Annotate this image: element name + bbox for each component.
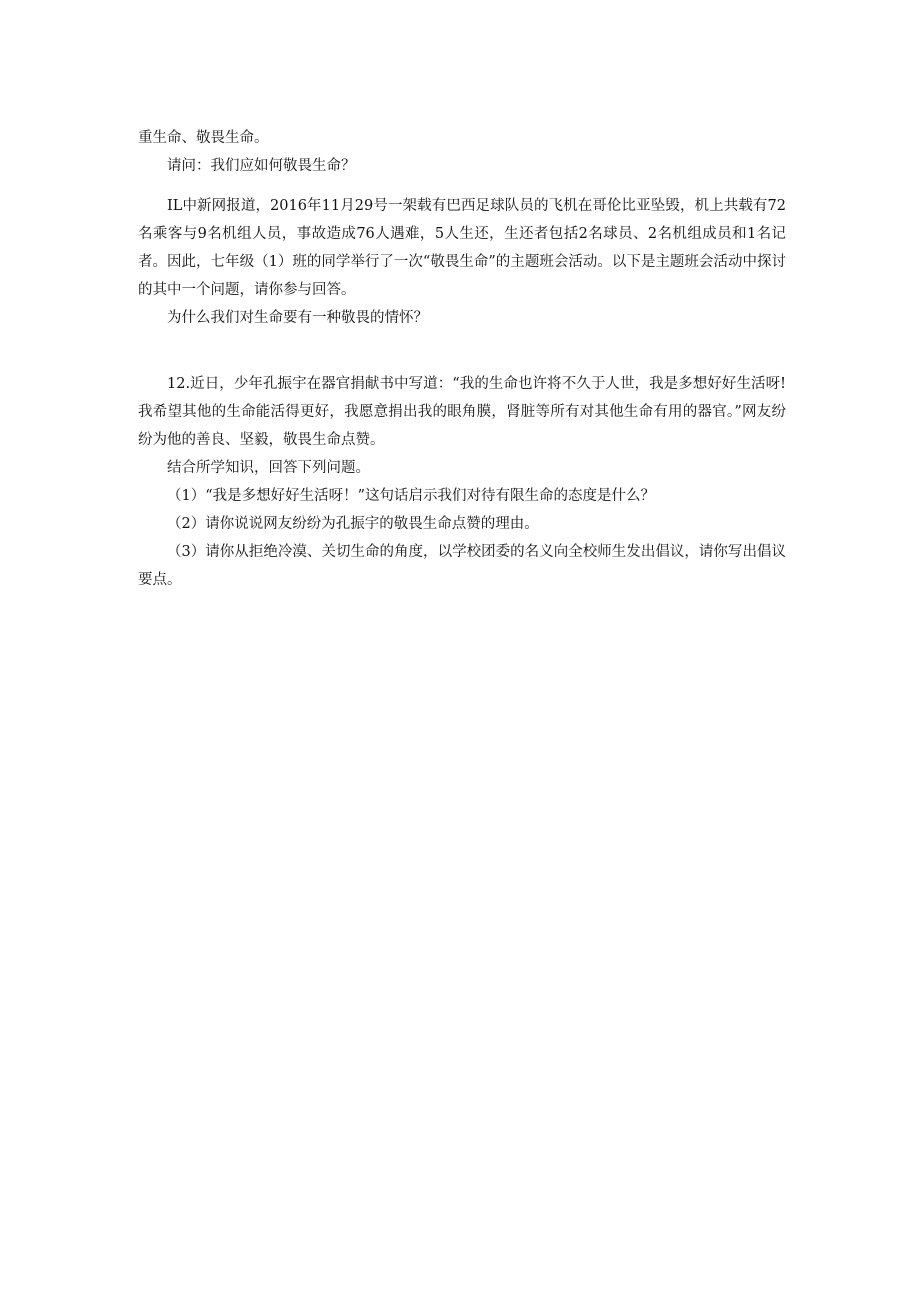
- continuation-text: 重生命、敬畏生命。: [138, 130, 269, 146]
- q12-subquestion-1: （1）“我是多想好好生活呀！”这句话启示我们对待有限生命的态度是什么？: [167, 488, 656, 504]
- question-how-to-revere-life: 请问：我们应如何敬畏生命？: [167, 158, 356, 174]
- q11-question: 为什么我们对生命要有一种敬畏的情怀？: [167, 310, 428, 326]
- q12-instruction: 结合所学知识，回答下列问题。: [167, 460, 370, 476]
- q12-paragraph: 12.近日，少年孔振宇在器官捐献书中写道：“我的生命也许将不久于人世，我是多想好好生活呀!我希望其他的生命能活得更好，我愿意捐出我的眼角膜，肾脏等所有对其他生命有用的器官。”网友纷纷为他的善良、坚毅，敬畏生命点赞。: [138, 376, 786, 448]
- q12-subquestion-3: （3）请你从拒绝冷漠、关切生命的角度，以学校团委的名义向全校师生发出倡议，请你写出倡议要点。: [138, 544, 786, 588]
- q11-news-paragraph: IL中新网报道，2016年11月29号一架载有巴西足球队员的飞机在哥伦比亚坠毁，机上共载有72名乘客与9名机组人员，事故造成76人遇难，5人生还，生还者包括2名球员、2名机组成员和1名记者。因此，七年级（1）班的同学举行了一次“敬畏生命”的主题班会活动。以下是主题班会活动中探讨的其中一个问题，请你参与回答。: [138, 198, 786, 298]
- q12-subquestion-2: （2）请你说说网友纷纷为孔振宇的敬畏生命点赞的理由。: [167, 516, 539, 532]
- document-body: [138, 124, 786, 594]
